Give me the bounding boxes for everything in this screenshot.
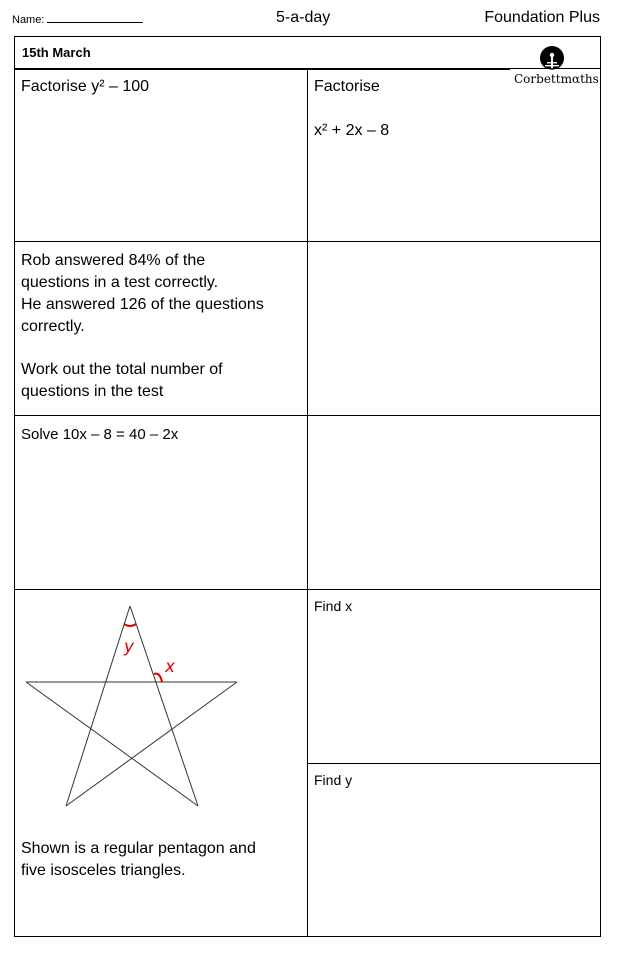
- worksheet-title: 5-a-day: [276, 9, 331, 26]
- name-blank-line: [47, 12, 143, 23]
- question-1: Factorise y² – 100: [21, 78, 150, 95]
- angle-arc-y: [124, 624, 136, 626]
- find-y-label: Find y: [314, 772, 353, 788]
- angle-label-y: y: [124, 637, 135, 657]
- name-field: [12, 12, 143, 26]
- worksheet-date: 15th March: [22, 45, 91, 60]
- question-2-expression: x² + 2x – 8: [314, 122, 390, 139]
- logo-text-prefix: Corbettm: [514, 72, 572, 86]
- question-3-line: questions in a test correctly.: [21, 274, 219, 291]
- worksheet-level: Foundation Plus: [484, 9, 600, 26]
- grid-line-row3: [14, 589, 601, 590]
- question-4: Solve 10x – 8 = 40 – 2x: [21, 426, 179, 443]
- grid-center-divider: [307, 68, 308, 936]
- logo-text: [514, 72, 599, 86]
- angle-label-x: x: [165, 657, 176, 677]
- find-x-label: Find x: [314, 598, 353, 614]
- question-5-description: [21, 838, 256, 882]
- question-3-line: Rob answered 84% of the: [21, 252, 206, 269]
- star-edge: [66, 606, 130, 806]
- corbettmaths-logo: [514, 44, 598, 90]
- star-edge: [26, 682, 198, 806]
- question-5-line: Shown is a regular pentagon and: [21, 840, 256, 857]
- question-3-line: correctly.: [21, 318, 85, 335]
- question-2-label: Factorise: [314, 78, 380, 95]
- logo-text-suffix: ths: [580, 72, 599, 86]
- grid-line-find-split: [307, 763, 601, 764]
- question-3: [21, 250, 264, 403]
- question-5-line: five isosceles triangles.: [21, 862, 186, 879]
- logo-text-alpha: α: [571, 72, 581, 86]
- question-3-line: questions in the test: [21, 383, 164, 400]
- star-edge: [66, 682, 237, 806]
- star-edge: [130, 606, 198, 806]
- grid-line-row1: [14, 241, 601, 242]
- pentagram-lines: [26, 606, 237, 806]
- pentagram-diagram: [22, 602, 248, 816]
- question-3-line: He answered 126 of the questions: [21, 296, 264, 313]
- question-3-line: Work out the total number of: [21, 361, 223, 378]
- grid-line-row2: [14, 415, 601, 416]
- date-row: [15, 37, 510, 70]
- name-label: Name:: [12, 14, 45, 26]
- question-3-spacer: [21, 338, 264, 359]
- logo-icon: [514, 44, 598, 74]
